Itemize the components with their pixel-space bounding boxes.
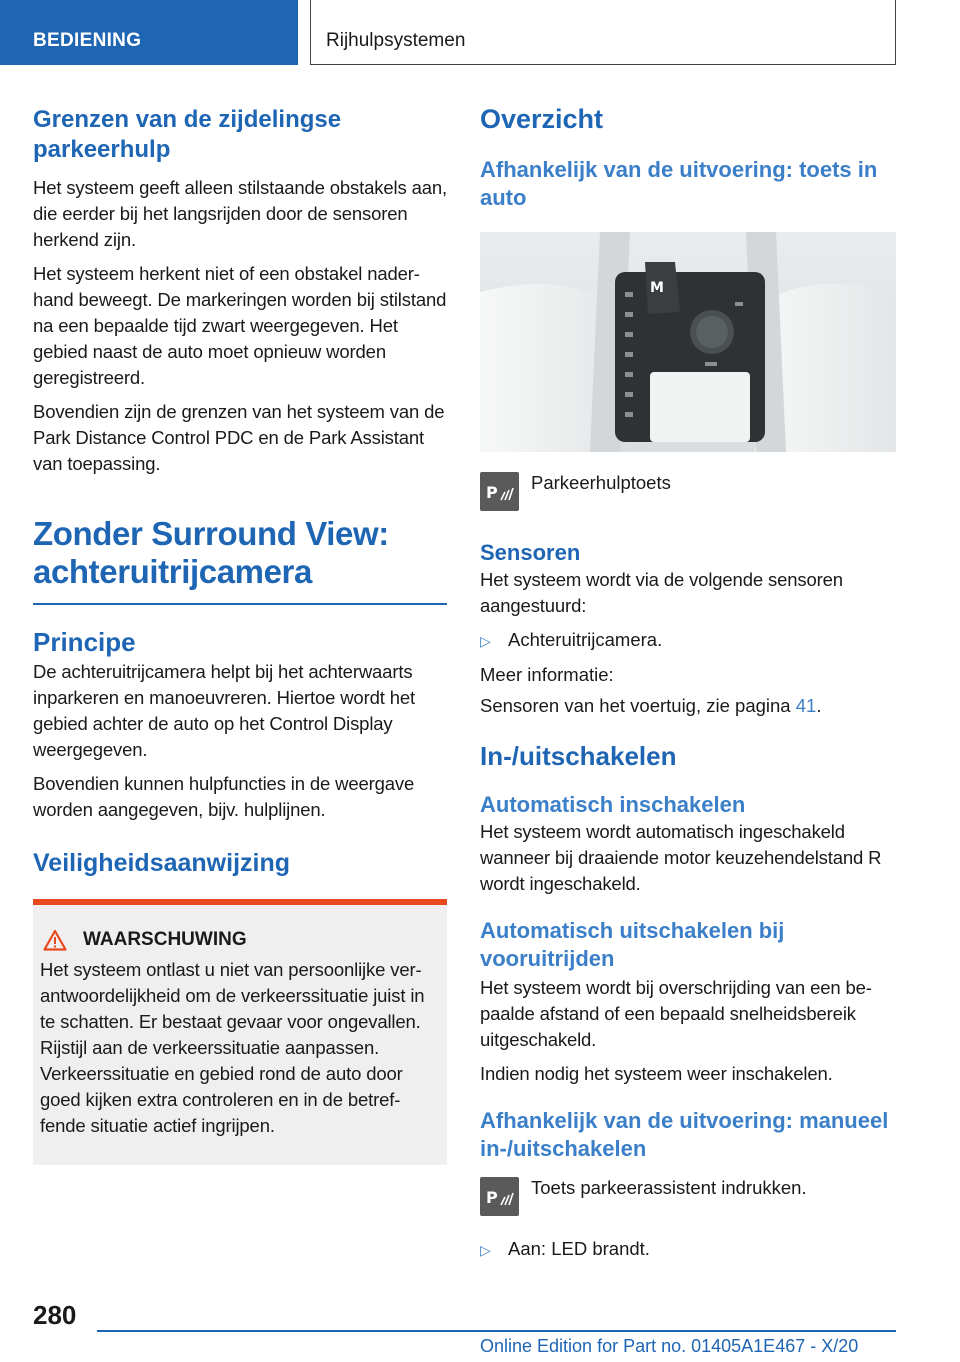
center-console-image — [480, 232, 896, 452]
heading-auto-on: Automatisch inschakelen — [480, 792, 746, 817]
sensors-reference-text: Sensoren van het voertuig, zie pagina — [480, 695, 796, 716]
page-link[interactable]: 41 — [795, 695, 817, 716]
bullet-camera-text: Achteruitrijcamera. — [508, 629, 663, 650]
heading-auto-off: Automatisch uitschakelen bij vooruitrijden — [480, 918, 785, 971]
park-assist-button-icon-2 — [480, 1177, 519, 1216]
more-info: Meer informatie: — [480, 664, 614, 685]
sensors-reference-end: . — [816, 695, 822, 716]
svg-text:M: M — [650, 280, 664, 296]
paragraph-principle-2: Bovendien kunnen hulpfuncties in de weergave worden aangegeven, bijv. hulplijnen. — [33, 772, 415, 820]
heading-safety: Veiligheidsaanwijzing — [33, 848, 291, 877]
heading-onoff: In-/uitschakelen — [480, 741, 677, 771]
manual-caption-row — [480, 1177, 896, 1216]
paragraph-auto-off-2: Indien nodig het systeem weer inschakelen. — [480, 1063, 833, 1084]
bullet-camera — [480, 627, 896, 654]
footer-edition: Online Edition for Part no. 01405A1E467 - X/20 — [480, 1336, 859, 1356]
warning-title: WAARSCHUWING — [83, 928, 247, 950]
bullet-on — [480, 1236, 896, 1263]
left-column — [33, 100, 447, 1165]
sensors-reference — [480, 693, 896, 719]
paragraph-limits-3: Bovendien zijn de grenzen van het systeem van de Park Distance Control PDC en de Park Assistant van toepassing. — [33, 401, 445, 474]
chapter-tab — [310, 0, 896, 65]
paragraph-auto-on: Het systeem wordt automatisch ingeschakeld wanneer bij draaiende motor keuzehendelstand R wordt ingeschakeld. — [480, 821, 882, 894]
heading-manual: Afhankelijk van de uitvoering: manueel in-/uitschakelen — [480, 1108, 889, 1161]
paragraph-sensors: Het systeem wordt via de volgende sensoren aangestuurd: — [480, 569, 843, 616]
section-tab — [0, 0, 298, 65]
bullet-on-text: Aan: LED brandt. — [508, 1238, 650, 1259]
manual-caption: Toets parkeerassistent indrukken. — [531, 1177, 807, 1198]
heading-button-car: Afhankelijk van de uitvoering: toets in auto — [480, 157, 878, 210]
chapter-title: Rijhulpsystemen — [326, 30, 466, 51]
paragraph-auto-off-1: Het systeem wordt bij overschrijding van een bepaalde afstand of een bepaald snelheidsbereik uitgeschakeld. — [480, 977, 872, 1050]
paragraph-limits-2: Het systeem herkent niet of een obstakel naderhand beweegt. De markeringen worden bij stilstand na een bepaalde tijd zwart weergegeven. Het gebied naast de auto moet opnieuw worden geregistreerd. — [33, 263, 447, 388]
heading-overview: Overzicht — [480, 104, 604, 134]
paragraph-principle-1: De achteruitrijcamera helpt bij het achterwaarts inparkeren en manoeuvreren. Hiertoe wordt het gebied achter de auto op het Control Display weergegeven. — [33, 660, 415, 760]
heading-principle: Principe — [33, 626, 136, 657]
heading-limits: Grenzen van de zijdelingse parkeerhulp — [33, 106, 342, 163]
heading-sensors: Sensoren — [480, 540, 581, 565]
warning-box — [33, 899, 447, 1165]
park-assist-button-icon — [480, 472, 519, 511]
bullet-triangle-icon: ▷ — [480, 633, 491, 649]
bullet-triangle-icon-2: ▷ — [480, 1242, 491, 1258]
page-number: 280 — [33, 1300, 77, 1330]
section-title: BEDIENING — [33, 30, 142, 51]
svg-text:P: P — [485, 482, 498, 502]
warning-text: Het systeem ontlast u niet van persoonlijke verantwoordelijkheid om de verkeerssituatie juist in te schatten. Er bestaat gevaar voor ongevallen. Rijstijl aan de verkeerssituatie aanpassen. Verkeerssituatie en gebied rond de auto door goed kijken extra controleren en in de betreffende situatie actief ingrijpen. — [40, 958, 425, 1136]
svg-text:P: P — [485, 1187, 498, 1207]
heading-main: Zonder Surround View: achteruitrijcamera — [33, 515, 389, 590]
paragraph-limits-1: Het systeem geeft alleen stilstaande obstakels aan, die eerder bij het langsrijden door de sensoren herkend zijn. — [33, 177, 447, 250]
footer-rule — [97, 1330, 896, 1332]
warning-header — [40, 929, 439, 951]
warning-triangle-icon — [43, 929, 67, 951]
right-column — [480, 100, 896, 1263]
button-caption: Parkeerhulptoets — [531, 472, 671, 493]
heading-rule — [33, 603, 447, 605]
button-caption-row — [480, 472, 896, 511]
